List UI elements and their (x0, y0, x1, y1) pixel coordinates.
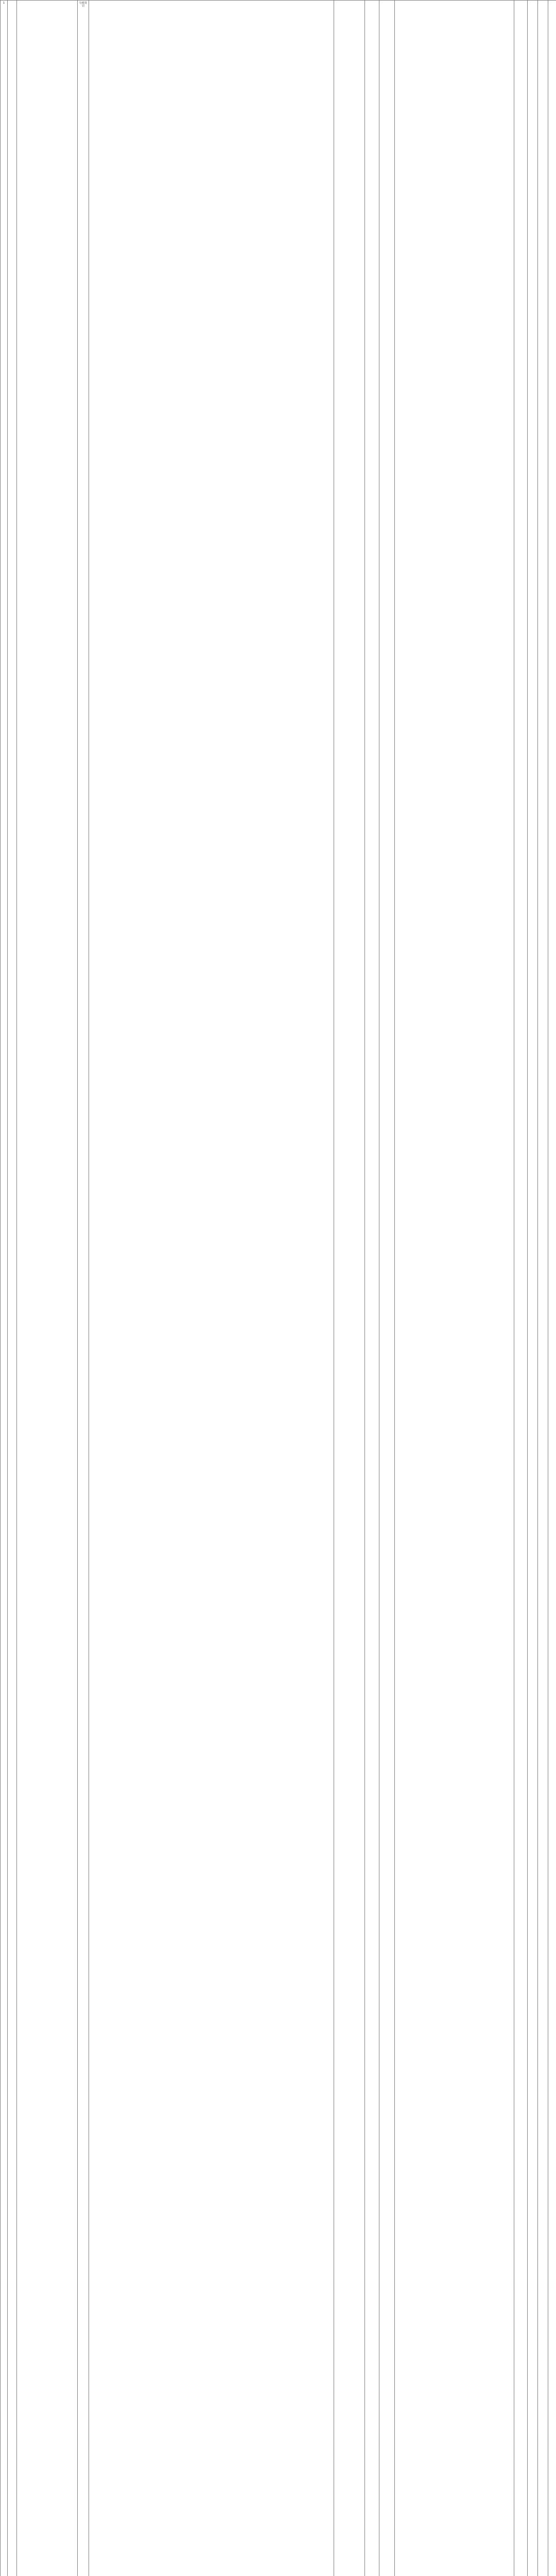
table-body (1, 1, 556, 2576)
cell-department (365, 1, 379, 2576)
cell-number: 1 (1, 1, 8, 2576)
cell-item-name (17, 1, 78, 2576)
cell-sub-number (8, 1, 17, 2576)
cell-duty (395, 1, 514, 2576)
cell-subject (379, 1, 395, 2576)
cell-level (514, 1, 528, 2576)
cell-note-3 (548, 1, 556, 2576)
cell-note-2 (538, 1, 548, 2576)
cell-note-1 (528, 1, 538, 2576)
cell-basis-summary (334, 1, 365, 2576)
table-row (1, 1, 556, 2576)
cell-category: 行政处罚 (78, 1, 89, 2576)
cell-legal-basis-articles (89, 1, 334, 2576)
